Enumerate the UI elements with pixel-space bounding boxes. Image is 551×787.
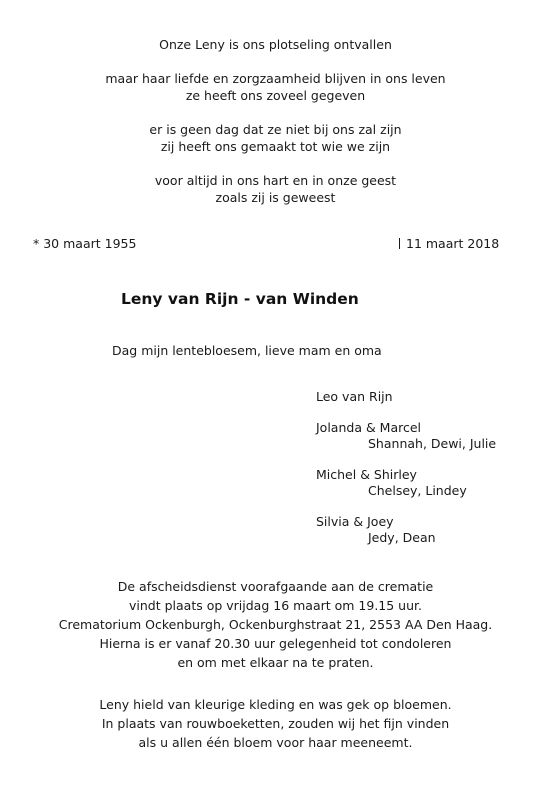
poem-stanza-4 <box>0 172 551 206</box>
family-member-name: Leo van Rijn <box>316 389 393 404</box>
family-member-name: Jolanda & Marcel <box>316 420 422 435</box>
family-list <box>316 389 496 561</box>
closing-note <box>0 695 551 752</box>
family-member-name: Michel & Shirley <box>316 467 417 482</box>
service-info <box>0 577 551 672</box>
farewell-message: Dag mijn lentebloesem, lieve mam en oma <box>112 343 382 358</box>
poem-line: ze heeft ons zoveel gegeven <box>185 88 366 103</box>
family-group <box>316 514 496 546</box>
poem-stanza-3 <box>0 121 551 155</box>
closing-line: Leny hield van kleurige kleding en was gek op bloemen. <box>99 697 452 712</box>
poem-stanza-2 <box>0 70 551 104</box>
closing-line: In plaats van rouwboeketten, zouden wij het fijn vinden <box>101 716 450 731</box>
closing-line: als u allen één bloem voor haar meeneemt. <box>138 735 413 750</box>
poem <box>0 36 551 223</box>
service-line: De afscheidsdienst voorafgaande aan de crematie <box>117 579 434 594</box>
service-line: en om met elkaar na te praten. <box>177 655 374 670</box>
family-children: Shannah, Dewi, Julie <box>368 436 497 451</box>
family-group <box>316 467 496 499</box>
family-children: Chelsey, Lindey <box>368 483 467 498</box>
poem-line: zij heeft ons gemaakt tot wie we zijn <box>160 139 391 154</box>
service-line: Hierna is er vanaf 20.30 uur gelegenheid tot condoleren <box>99 636 452 651</box>
family-member-name: Silvia & Joey <box>316 514 394 529</box>
poem-line: zoals zij is geweest <box>215 190 336 205</box>
family-group <box>316 420 496 452</box>
family-group <box>316 389 496 405</box>
family-children: Jedy, Dean <box>368 530 436 545</box>
service-line: Crematorium Ockenburgh, Ockenburghstraat 21, 2553 AA Den Haag. <box>58 617 493 632</box>
service-line: vindt plaats op vrijdag 16 maart om 19.15 uur. <box>128 598 422 613</box>
deceased-name: Leny van Rijn - van Winden <box>121 290 359 308</box>
birth-date: * 30 maart 1955 <box>33 236 137 251</box>
death-date-block <box>399 236 499 251</box>
poem-line: Onze Leny is ons plotseling ontvallen <box>159 37 392 52</box>
poem-line: maar haar liefde en zorgzaamheid blijven in ons leven <box>105 71 446 86</box>
poem-stanza-1 <box>0 36 551 53</box>
cross-icon <box>399 238 400 249</box>
poem-line: voor altijd in ons hart en in onze geest <box>154 173 397 188</box>
poem-line: er is geen dag dat ze niet bij ons zal zijn <box>149 122 402 137</box>
death-date: 11 maart 2018 <box>406 236 500 251</box>
